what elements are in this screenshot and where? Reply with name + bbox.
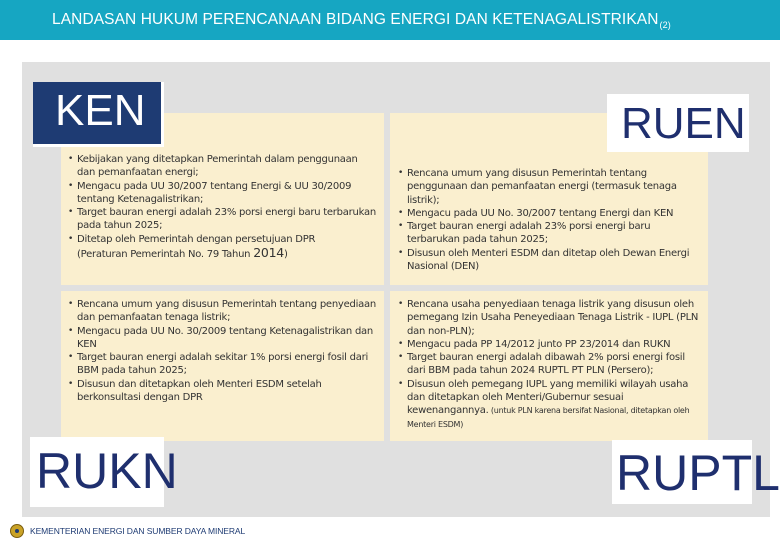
ken-item-4-cont: (Peraturan Pemerintah No. 79 Tahun	[77, 249, 254, 261]
ken-label: KEN	[33, 82, 164, 147]
page-title-sub: (2)	[659, 20, 671, 30]
rukn-item-3: • Target bauran energi adalah sekitar 1% porsi energi fosil dari BBM pada tahun 2025;	[68, 351, 378, 378]
ruptl-list	[398, 298, 702, 431]
ken-item-4: • Ditetap oleh Pemerintah dengan persetujuan DPR (Peraturan Pemerintah No. 79 Tahun 2014)	[68, 233, 378, 262]
page-title: LANDASAN HUKUM PERENCANAAN BIDANG ENERGI DAN $KETENAGALISTRIKAN_{(2)}$	[52, 11, 671, 30]
ruptl-label: RUPTL	[612, 440, 752, 504]
ruen-label: RUEN	[607, 94, 749, 152]
ken-item-3: • Target bauran energi adalah 23% porsi energi baru terbarukan pada tahun 2025;	[68, 206, 378, 233]
ruen-item-2: • Mengacu pada UU No. 30/2007 tentang Energi dan KEN	[398, 207, 702, 220]
ruen-list	[398, 167, 702, 273]
rukn-item-2: • Mengacu pada UU No. 30/2009 tentang Ketenagalistrikan dan KEN	[68, 325, 378, 352]
ken-item-1: • Kebijakan yang ditetapkan Pemerintah dalam penggunaan dan pemanfaatan energi;	[68, 153, 378, 180]
ken-list	[68, 153, 378, 261]
ruptl-item-3: • Target bauran energi adalah dibawah 2% porsi energi fosil dari BBM pada tahun 2024 RUPTL PT PLN (Persero);	[398, 351, 702, 378]
footer-org-name: KEMENTERIAN ENERGI DAN SUMBER DAYA MINERAL	[30, 526, 246, 536]
ruptl-item-2: • Mengacu pada PP 14/2012 junto PP 23/2014 dan RUKN	[398, 338, 702, 351]
header-bar	[0, 0, 780, 40]
esdm-logo-icon	[10, 524, 24, 538]
rukn-list	[68, 298, 378, 404]
ken-item-2: • Mengacu pada UU 30/2007 tentang Energi & UU 30/2009 tentang Ketenagalistrikan;	[68, 180, 378, 207]
ruptl-item-4-note: (untuk PLN karena bersifat Nasional, ditetapkan oleh Menteri ESDM)	[407, 406, 690, 429]
rukn-item-4: • Disusun dan ditetapkan oleh Menteri ESDM setelah berkonsultasi dengan DPR	[68, 378, 378, 405]
rukn-label: RUKN	[30, 437, 164, 507]
rukn-item-1: • Rencana umum yang disusun Pemerintah tentang penyediaan dan pemanfaatan tenaga listrik;	[68, 298, 378, 325]
ruptl-item-4-main: Disusun oleh pemegang IUPL yang memiliki wilayah usaha dan ditetapkan oleh Menteri/Gubernur sesuai kewenangannya.	[407, 378, 689, 417]
ruptl-item-4	[398, 378, 702, 431]
ruen-item-4: • Disusun oleh Menteri ESDM dan ditetap oleh Dewan Energi Nasional (DEN)	[398, 247, 702, 274]
ruen-item-1: • Rencana umum yang disusun Pemerintah tentang penggunaan dan pemanfaatan energi (termasuk tenaga listrik);	[398, 167, 702, 207]
ken-item-4-end: )	[284, 249, 288, 261]
ruptl-box	[390, 291, 708, 441]
ken-item-4-year: 2014	[253, 245, 285, 261]
rukn-box	[61, 291, 384, 441]
ruptl-item-1: • Rencana usaha penyediaan tenaga listrik yang disusun oleh pemegang Izin Usaha Peneyediaan Tenaga Listrik - IUPL (PLN dan non-PLN);	[398, 298, 702, 338]
ruen-item-3: • Target bauran energi adalah 23% porsi energi baru terbarukan pada tahun 2025;	[398, 220, 702, 247]
